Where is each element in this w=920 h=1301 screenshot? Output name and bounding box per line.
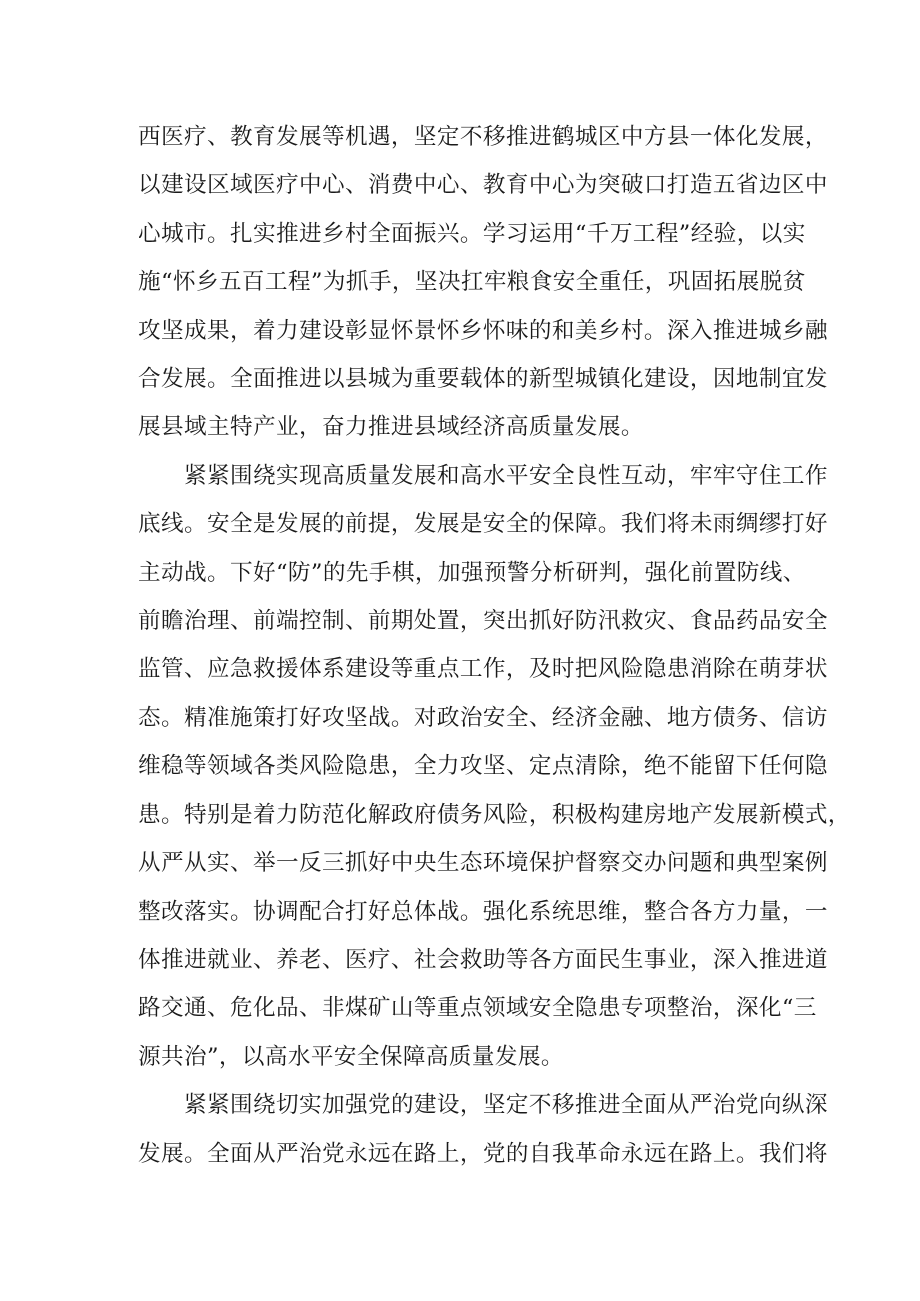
text-line: 合发展。全面推进以县城为重要载体的新型城镇化建设，因地制宜发 <box>138 366 828 393</box>
text-line: 心城市。扎实推进乡村全面振兴。学习运用“千万工程”经验，以实 <box>138 220 806 247</box>
text-line: 施“怀乡五百工程”为抓手，坚决扛牢粮食安全重任，巩固拓展脱贫 <box>138 269 806 296</box>
text-line: 主动战。下好“防”的先手棋，加强预警分析研判，强化前置防线、 <box>138 559 806 586</box>
text-line: 整改落实。协调配合打好总体战。强化系统思维，整合各方力量，一 <box>138 898 828 925</box>
text-line: 紧紧围绕切实加强党的建设，坚定不移推进全面从严治党向纵深 <box>184 1092 828 1119</box>
text-line: 西医疗、教育发展等机遇，坚定不移推进鹤城区中方县一体化发展， <box>138 124 828 150</box>
paragraph-1 <box>138 113 828 452</box>
text-line: 展县域主特产业，奋力推进县域经济高质量发展。 <box>138 414 644 441</box>
text-line: 源共治”，以高水平安全保障高质量发展。 <box>138 1043 564 1070</box>
document-body <box>138 113 851 1178</box>
text-line: 攻坚成果，着力建设彰显怀景怀乡怀味的和美乡村。深入推进城乡融 <box>138 317 828 344</box>
text-line: 路交通、危化品、非煤矿山等重点领域安全隐患专项整治，深化“三 <box>138 995 817 1022</box>
text-line: 以建设区域医疗中心、消费中心、教育中心为突破口打造五省边区中 <box>138 172 828 199</box>
text-line: 维稳等领域各类风险隐患，全力攻坚、定点清除，绝不能留下任何隐 <box>138 753 828 780</box>
text-line: 从严从实、举一反三抓好中央生态环境保护督察交办问题和典型案例 <box>138 850 828 877</box>
text-line: 前瞻治理、前端控制、前期处置，突出抓好防汛救灾、食品药品安全 <box>138 608 828 635</box>
paragraph-2 <box>138 452 851 1081</box>
text-line: 患。特别是着力防范化解政府债务风险，积极构建房地产发展新模式， <box>138 801 851 828</box>
paragraph-3 <box>138 1081 828 1178</box>
text-line: 监管、应急救援体系建设等重点工作，及时把风险隐患消除在萌芽状 <box>138 656 828 683</box>
text-line: 体推进就业、养老、医疗、社会救助等各方面民生事业，深入推进道 <box>138 946 828 973</box>
text-line: 发展。全面从严治党永远在路上，党的自我革命永远在路上。我们将 <box>138 1140 828 1167</box>
text-line: 紧紧围绕实现高质量发展和高水平安全良性互动，牢牢守住工作 <box>184 462 828 489</box>
text-line: 底线。安全是发展的前提，发展是安全的保障。我们将未雨绸缪打好 <box>138 511 828 538</box>
text-line: 态。精准施策打好攻坚战。对政治安全、经济金融、地方债务、信访 <box>138 704 828 731</box>
